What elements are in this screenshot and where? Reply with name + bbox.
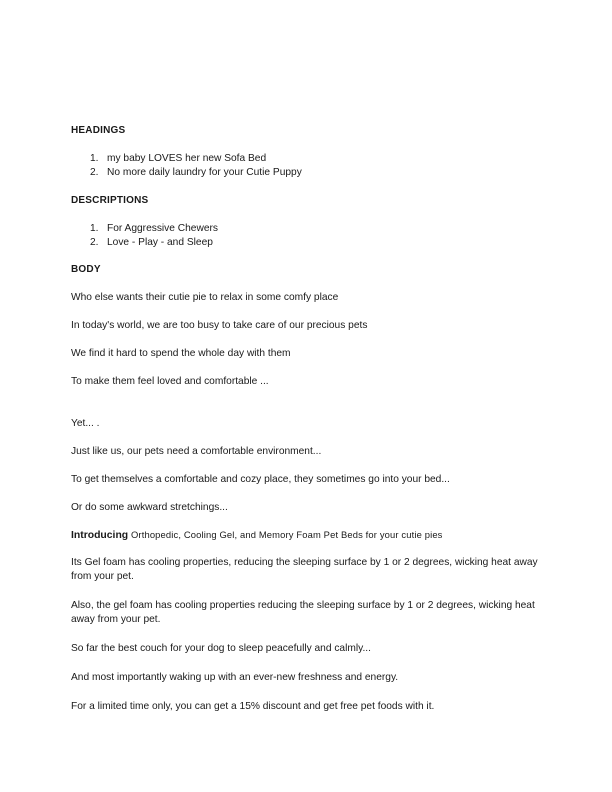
headings-list: [90, 152, 302, 180]
body-paragraph: In today's world, we are too busy to take care of our precious pets: [71, 320, 368, 331]
list-item-text: Love - Play - and Sleep: [107, 237, 213, 248]
body-paragraph: For a limited time only, you can get a 15% discount and get free pet foods with it.: [71, 701, 435, 712]
body-paragraph: Its Gel foam has cooling properties, reducing the sleeping surface by 1 or 2 degrees, wicking heat away from your pet.: [71, 557, 538, 582]
body-paragraph: Yet... .: [71, 418, 100, 429]
body-paragraph: Who else wants their cutie pie to relax in some comfy place: [71, 292, 339, 303]
body-section-title: BODY: [71, 264, 101, 275]
list-item-text: No more daily laundry for your Cutie Puppy: [107, 167, 302, 178]
body-paragraph: Just like us, our pets need a comfortable environment...: [71, 446, 322, 457]
body-paragraph: We find it hard to spend the whole day with them: [71, 348, 291, 359]
introducing-line: [71, 528, 541, 543]
list-item-text: For Aggressive Chewers: [107, 223, 218, 234]
body-paragraph: And most importantly waking up with an ever-new freshness and energy.: [71, 672, 399, 683]
body-paragraph: To get themselves a comfortable and cozy place, they sometimes go into your bed...: [71, 474, 450, 485]
list-number: 1.: [90, 153, 99, 164]
body-paragraph: To make them feel loved and comfortable ...: [71, 376, 269, 387]
list-number: 2.: [90, 237, 99, 248]
list-item-text: my baby LOVES her new Sofa Bed: [107, 153, 267, 164]
list-number: 1.: [90, 223, 99, 234]
list-item: [90, 236, 218, 250]
body-paragraph: Or do some awkward stretchings...: [71, 502, 228, 513]
descriptions-section-title: DESCRIPTIONS: [71, 195, 149, 206]
list-item: [90, 152, 302, 166]
descriptions-list: [90, 222, 218, 250]
list-number: 2.: [90, 167, 99, 178]
list-item: [90, 222, 218, 236]
introducing-lead: Introducing: [71, 530, 129, 541]
introducing-text: Orthopedic, Cooling Gel, and Memory Foam Pet Beds for your cutie pies: [130, 529, 443, 540]
list-item: [90, 166, 302, 180]
body-paragraph: So far the best couch for your dog to sleep peacefully and calmly...: [71, 643, 371, 654]
body-paragraph: Also, the gel foam has cooling properties reducing the sleeping surface by 1 or 2 degrees, wicking heat away from your pet.: [71, 600, 535, 625]
headings-section-title: HEADINGS: [71, 125, 126, 136]
